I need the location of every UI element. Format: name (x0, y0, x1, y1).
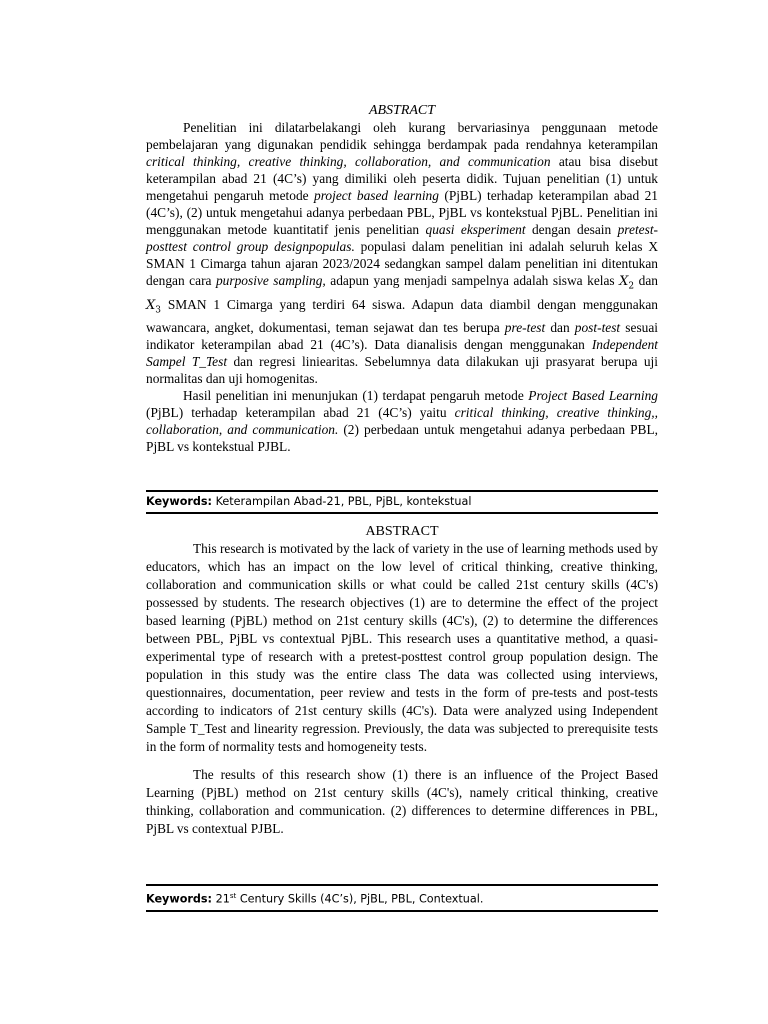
keywords-label: Keywords: (146, 495, 213, 508)
keywords-english (146, 884, 658, 912)
keywords-number: 21 (215, 892, 230, 906)
abstract-paragraph-2-english: The results of this research show (1) there is an influence of the Project Based Learning (PjBL) method on 21st century skills (4C's), namely critical thinking, creative thinking, collaboration and communication. (2) differences to determine differences in PBL, PjBL vs contextual PJBL. (146, 767, 658, 836)
italic-term: Project Based Learning (528, 388, 658, 404)
italic-term: purposive sampling, (215, 273, 326, 288)
italic-term: pre-test (504, 320, 546, 336)
abstract-english (146, 523, 658, 838)
abstract-paragraph-1-indonesian: Penelitian ini dilatarbelakangi oleh kurang bervariasinya penggunaan metode pembelajaran yang digunakan pendidik sehingga berdampak pada rendahnya keterampilan critical thinking, creative thinking, collaboration, and communication atau bisa disebut keterampilan abad 21 (4C’s) yang dimiliki oleh peserta didik. Tujuan penelitian (1) untuk mengetahui pengaruh metode project based learning (PjBL) terhadap keterampilan abad 21 (4C’s), (2) untuk mengetahui adanya perbedaan PBL, PjBL vs kontekstual PjBL. Penelitian ini menggunakan metode kuantitatif jenis penelitian quasi eksperiment dengan desain pretest-posttest control group designpopulas. populasi dalam penelitian ini adalah seluruh kelas X SMAN 1 Cimarga tahun ajaran 2023/2024 sedangkan sampel dalam penelitian ini ditentukan dengan cara purposive sampling, adapun yang menjadi sampelnya adalah siswa kelas $X_2$ dan $X_3$ SMAN 1 Cimarga yang terdiri 64 siswa. Adapun data diambil dengan menggunakan wawancara, angket, dokumentasi, teman sejawat dan tes berupa pre-test dan post-test sesuai indikator keterampilan abad 21 (4C’s). Data dianalisis dengan menggunakan Independent Sampel T_Test dan regresi liniearitas. Sebelumnya data dilakukan uji prasyarat berupa uji normalitas dan uji homogenitas. (146, 120, 659, 387)
math-variable: $X_2$ (619, 274, 635, 292)
italic-term: critical thinking, creative thinking, collaboration, and communication (146, 154, 551, 169)
abstract-title-english: ABSTRACT (365, 524, 439, 539)
keywords-label-english: Keywords: (146, 892, 213, 906)
abstract-paragraph-2-indonesian: Hasil penelitian ini menunjukan (1) terdapat pengaruh metode Project Based Learning (PjBL) terhadap keterampilan abad 21 (4C’s) yaitu critical thinking, creative thinking,, collaboration, and communication. (2) perbedaan untuk mengetahui adanya perbedaan PBL, PjBL vs kontekstual PJBL. (146, 388, 659, 455)
italic-term: critical thinking, creative thinking,, collaboration, and communication. (146, 405, 659, 438)
keywords-text-english: Century Skills (4C’s), PjBL, PBL, Contextual. (236, 892, 484, 906)
italic-term: pretest-posttest control group designpopulas. (146, 222, 659, 254)
keywords-text: Keterampilan Abad-21, PBL, PjBL, kontekstual (215, 495, 472, 508)
italic-term: quasi eksperiment (425, 222, 526, 237)
abstract-paragraph-1-english: This research is motivated by the lack of variety in the use of learning methods used by educators, which has an impact on the low level of critical thinking, creative thinking, collaboration and communication skills or what could be called 21st century skills (4C's) possessed by students. The research objectives (1) are to determine the effect of the project based learning (PjBL) method on 21st century skills (4C's), (2) to determine the differences between PBL, PjBL vs contextual PjBL. This research uses a quantitative method, a quasi-experimental type of research with a pretest-posttest control group population design. The population in this study was the entire class The data was collected using interviews, questionnaires, documentation, peer review and tests in the form of pre-tests and post-tests according to indicators of 21st century skills (4C's). Data were analyzed using Independent Sample T_Test and linearity regression. Previously, the data was subjected to prerequisite tests in the form of normality tests and homogeneity tests. (146, 541, 658, 754)
keywords-ordinal-suffix: st (229, 892, 237, 900)
abstract-indonesian (146, 102, 658, 455)
italic-term: Independent Sampel T_Test (146, 337, 658, 370)
math-variable: $X_3$ (146, 297, 161, 316)
abstract-title-indonesian: ABSTRACT (368, 103, 436, 118)
italic-term: post-test (574, 320, 621, 336)
italic-term: project based learning (314, 188, 439, 203)
keywords-indonesian (146, 490, 658, 514)
